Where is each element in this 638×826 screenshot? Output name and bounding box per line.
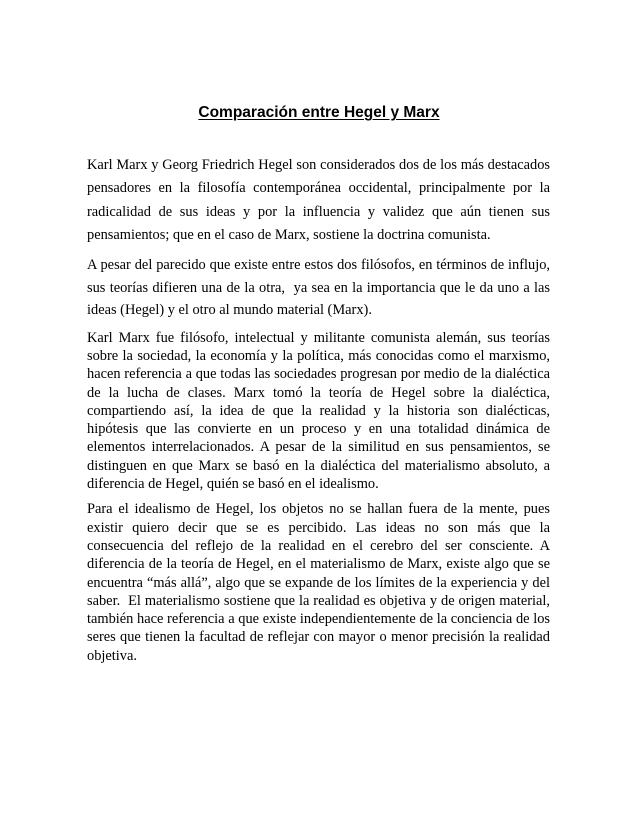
paragraph-4: Para el idealismo de Hegel, los objetos no se hallan fuera de la mente, pues existir quiero decir que se es percibido. Las ideas no son más que la consecuencia del reflejo de la realidad en el cerebro del ser consciente. A diferencia de la teoría de Hegel, en el materialismo de Marx, existe algo que se encuentra “más allá”, algo que se expande de los límites de la experiencia y del saber. El materialismo sostiene que la realidad es objetiva y de origen material, también hace referencia a que existe independientemente de la conciencia de los seres que tienen la facultad de reflejar con mayor o menor precisión la realidad objetiva. [87,501,554,664]
document-body [87,154,554,665]
paragraph-2: A pesar del parecido que existe entre estos dos filósofos, en términos de influjo, sus teorías difieren una de la otra, ya sea en la importancia que le da uno a las ideas (Hegel) y el otro al mundo material (Marx). [87,257,554,319]
document-title: Comparación entre Hegel y Marx [198,104,440,121]
paragraph-3: Karl Marx fue filósofo, intelectual y militante comunista alemán, sus teorías sobre la sociedad, la economía y la política, más conocidas como el marxismo, hacen referencia a que todas las sociedades progresan por medio de la dialéctica de la lucha de clases. Marx tomó la teoría de Hegel sobre la dialéctica, compartiendo así, la idea de que la realidad y la historia son dialécticas, hipótesis que las convierte en un proceso y en una totalidad dinámica de elementos interrelacionados. A pesar de la similitud en sus pensamientos, se distinguen en que Marx se basó en la dialéctica del materialismo absoluto, a diferencia de Hegel, quién se basó en el idealismo. [87,329,554,493]
paragraph-1: Karl Marx y Georg Friedrich Hegel son considerados dos de los más destacados pensadores en la filosofía contemporánea occidental, principalmente por la radicalidad de sus ideas y por la influencia y validez que aún tienen sus pensamientos; que en el caso de Marx, sostiene la doctrina comunista. [87,157,554,243]
